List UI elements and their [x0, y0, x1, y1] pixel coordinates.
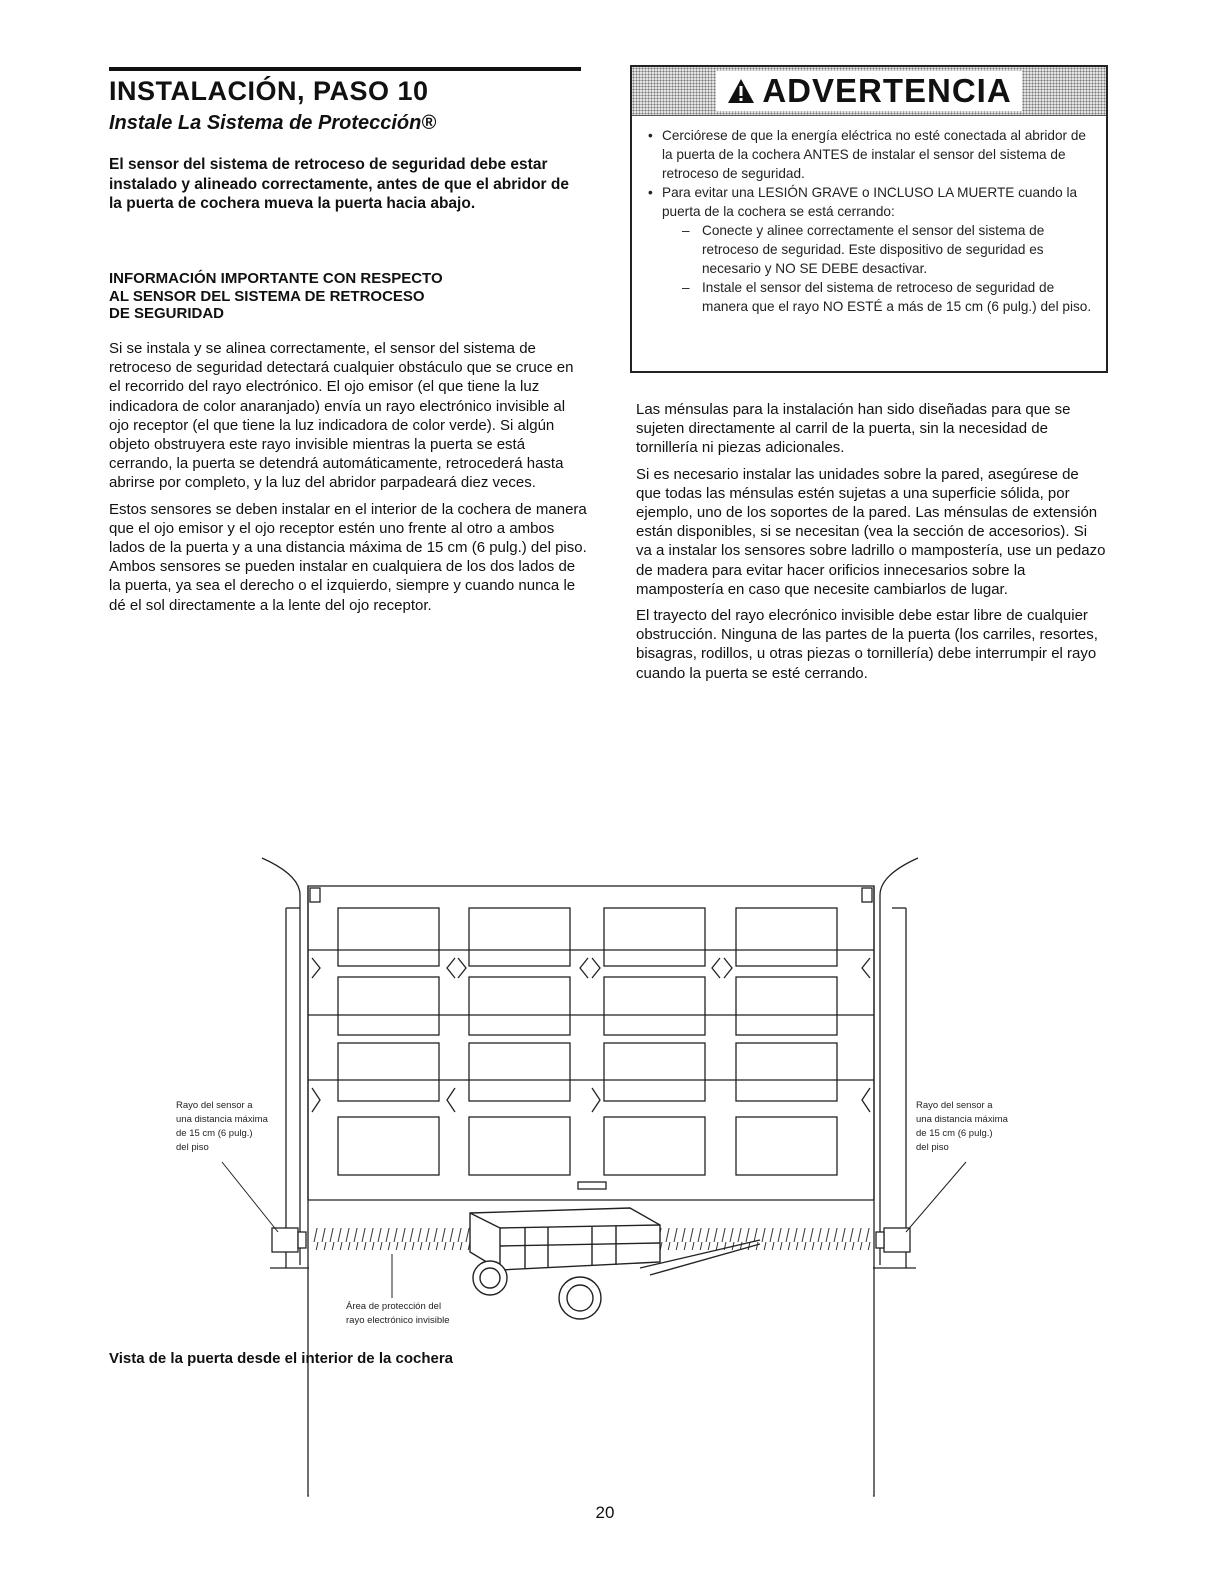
label-left-line: una distancia máxima: [176, 1114, 268, 1125]
label-right-line: del piso: [916, 1142, 949, 1153]
body-paragraph: Estos sensores se deben instalar en el interior de la cochera de manera que el ojo emisor y el ojo receptor estén uno frente al otro a ambos lados de la puerta y a una distancia máxima de 15 cm (6 pulg.) del piso. Ambos sensores se pueden instalar en cualquiera de los dos lados de la puerta, ya sea el derecho o el izquierdo, siempre y cuando nunca le dé el sol directamente a la lente del ojo receptor.: [109, 500, 587, 614]
label-bottom-line: Área de protección del: [346, 1301, 442, 1312]
warning-subitem: – Conecte y alinee correctamente el sensor del sistema de retroceso de seguridad. Este dispositivo de seguridad es necesario y NO SE DEBE desactivar.: [682, 221, 1092, 278]
warning-item-text: Para evitar una LESIÓN GRAVE o INCLUSO LA MUERTE cuando la puerta de la cochera se está cerrando:: [662, 185, 1078, 219]
body-paragraph: Si es necesario instalar las unidades sobre la pared, asegúrese de que todas las ménsulas estén sujetas a una superficie sólida, por ejemplo, uno de los soportes de la pared. Las ménsulas de extensión están disponibles, si se necesitan (vea la sección de accesorios). Si va a instalar los sensores sobre ladrillo o mampostería, use un pedazo de madera para evitar hacer orificios innecesarios sobre la mampostería en caso que necesite cambiarlos de lugar.: [636, 465, 1106, 598]
lead-paragraph: El sensor del sistema de retroceso de seguridad debe estar instalado y alineado correctamente, antes de que el abridor de la puerta de cochera mueva la puerta hacia abajo.: [109, 156, 569, 212]
label-right-line: una distancia máxima: [916, 1114, 1008, 1125]
label-right-line: de 15 cm (6 pulg.): [916, 1128, 993, 1139]
body-paragraph: Las ménsulas para la instalación han sido diseñadas para que se sujeten directamente al carril de la puerta, sin la necesidad de tornillería ni piezas adicionales.: [636, 401, 1071, 457]
label-bottom-line: rayo electrónico invisible: [346, 1315, 450, 1326]
page-title: INSTALACIÓN, PASO 10: [109, 76, 429, 106]
info-heading-line: DE SEGURIDAD: [109, 305, 225, 322]
warning-item: • Cerciórese de que la energía eléctrica no esté conectada al abridor de la puerta de la cochera ANTES de instalar el sensor del sistema de retroceso de seguridad.: [648, 126, 1092, 183]
page-number: 20: [595, 1503, 615, 1522]
info-heading-line: INFORMACIÓN IMPORTANTE CON RESPECTO: [109, 270, 443, 287]
page-subtitle: Instale La Sistema de Protección®: [109, 112, 437, 134]
info-heading-line: AL SENSOR DEL SISTEMA DE RETROCESO: [109, 287, 425, 305]
left-track: [262, 858, 300, 1265]
label-left-line: Rayo del sensor a: [176, 1100, 253, 1111]
door-panels: [338, 908, 837, 1175]
label-left-line: de 15 cm (6 pulg.): [176, 1128, 253, 1139]
body-paragraph: El trayecto del rayo elecrónico invisible debe estar libre de cualquier obstrucción. Ninguna de las partes de la puerta (los carriles, resortes, bisagras, rodillos, u otras piezas o tornillería) debe interrumpir el rayo cuando la puerta se esté cerrando.: [636, 607, 1098, 682]
left-sensor: [272, 1228, 298, 1252]
right-track: [880, 858, 918, 1265]
label-left-line: del piso: [176, 1142, 209, 1153]
warning-title: ADVERTENCIA: [762, 72, 1012, 109]
body-paragraph: Si se instala y se alinea correctamente, el sensor del sistema de retroceso de seguridad detectará cualquier obstáculo que se cruce en el recorrido del rayo electrónico. El ojo emisor (el que tiene la luz indicadora de color anaranjado) envía un rayo electrónico invisible al ojo receptor (el que tiene la luz indicadora de color verde). Si algún objeto obstruyera este rayo invisible mientras la puerta se está cerrando, la puerta se detendrá automáticamente, retrocederá hasta abrirse por completo, y la luz del abridor parpadeará diez veces.: [109, 340, 574, 492]
label-right-line: Rayo del sensor a: [916, 1100, 993, 1111]
figure-caption: Vista de la puerta desde el interior de la cochera: [109, 1350, 454, 1367]
warning-subitem: – Instale el sensor del sistema de retroceso de seguridad de manera que el rayo NO ESTÉ a más de 15 cm (6 pulg.) del piso.: [682, 278, 1092, 316]
